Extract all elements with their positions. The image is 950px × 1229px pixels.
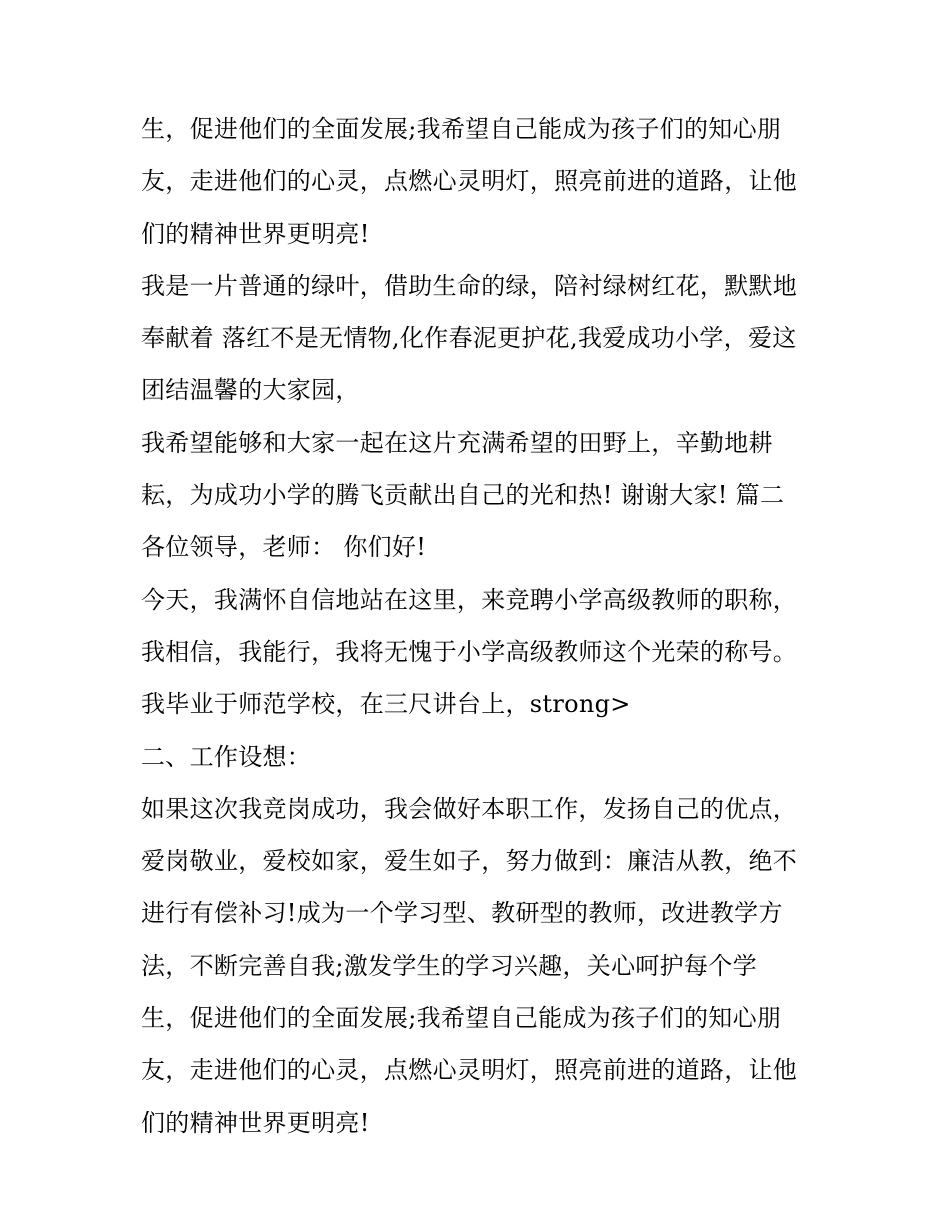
text-line: 友，走进他们的心灵，点燃心灵明灯，照亮前进的道路，让他 xyxy=(141,1056,798,1085)
text-line: 团结温馨的大家园， xyxy=(141,376,360,405)
text-line: 进行有偿补习!成为一个学习型、教研型的教师，改进教学方 xyxy=(141,899,783,928)
text-line: 各位领导，老师： 你们好! xyxy=(141,533,427,562)
text-line: 们的精神世界更明亮! xyxy=(141,1108,370,1137)
text-line: 爱岗敬业，爱校如家，爱生如子，努力做到：廉洁从教，绝不 xyxy=(141,847,798,876)
text-line: 我希望能够和大家一起在这片充满希望的田野上，辛勤地耕 xyxy=(141,428,773,457)
text-line: 如果这次我竞岗成功，我会做好本职工作，发扬自己的优点， xyxy=(141,794,798,823)
text-line: 耘，为成功小学的腾飞贡献出自己的光和热! 谢谢大家! 篇二 xyxy=(141,481,785,510)
text-line: 我毕业于师范学校，在三尺讲台上，strong> xyxy=(141,690,631,719)
text-line: 生，促进他们的全面发展;我希望自己能成为孩子们的知心朋 xyxy=(141,1004,782,1033)
text-line: 奉献着 落红不是无情物,化作春泥更护花,我爱成功小学，爱这 xyxy=(141,324,797,353)
text-line: 法，不断完善自我;激发学生的学习兴趣，关心呵护每个学 xyxy=(141,951,757,980)
text-line: 我相信，我能行，我将无愧于小学高级教师这个光荣的称号。 xyxy=(141,637,798,666)
text-line: 们的精神世界更明亮! xyxy=(141,219,370,248)
text-line: 友，走进他们的心灵，点燃心灵明灯，照亮前进的道路，让他 xyxy=(141,167,798,196)
text-line: 今天，我满怀自信地站在这里，来竞聘小学高级教师的职称， xyxy=(141,585,798,614)
text-line: 我是一片普通的绿叶，借助生命的绿，陪衬绿树红花，默默地 xyxy=(141,271,798,300)
text-line: 生，促进他们的全面发展;我希望自己能成为孩子们的知心朋 xyxy=(141,115,782,143)
text-line: 二、工作设想： xyxy=(141,742,312,771)
document-body-text xyxy=(141,107,821,1153)
